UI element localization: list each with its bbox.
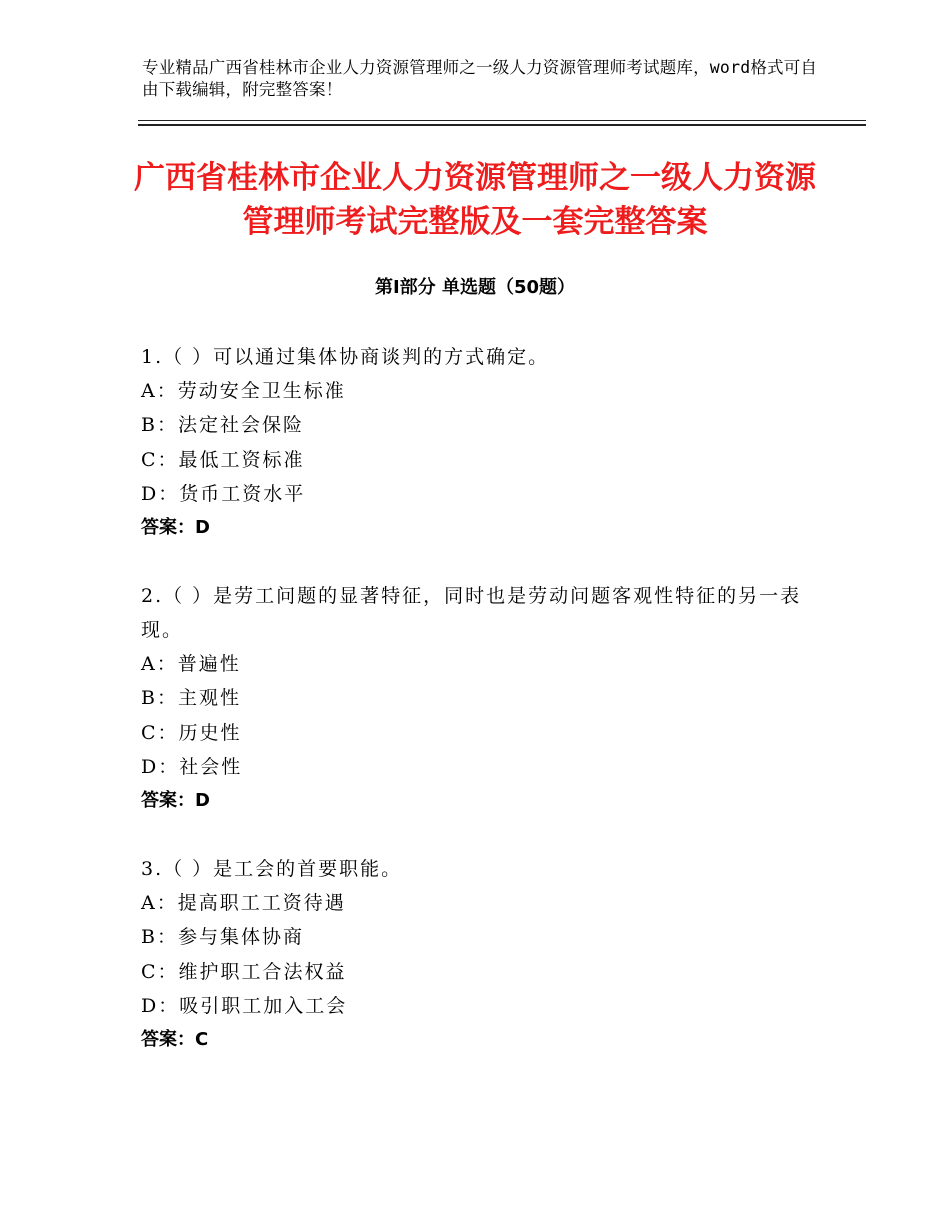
option-b: B：法定社会保险 (141, 414, 304, 437)
option-c: C：维护职工合法权益 (141, 960, 347, 983)
question-stem: 1.（ ）可以通过集体协商谈判的方式确定。 (141, 346, 550, 368)
option-b: B：参与集体协商 (141, 926, 304, 949)
question-stem: 3.（ ）是工会的首要职能。 (141, 858, 403, 880)
question-3 (141, 852, 821, 1057)
header-rule-thick (138, 124, 866, 126)
answer: 答案：D (141, 790, 210, 812)
option-a: A：劳动安全卫生标准 (141, 380, 346, 402)
document-title: 广西省桂林市企业人力资源管理师之一级人力资源管理师考试完整版及一套完整答案 (134, 160, 816, 240)
option-b: B：主观性 (141, 687, 241, 710)
option-d: D：吸引职工加入工会 (141, 994, 348, 1017)
header-note: 专业精品广西省桂林市企业人力资源管理师之一级人力资源管理师考试题库，word格式可自由下载编辑，附完整答案！ (142, 58, 818, 99)
answer: 答案：C (141, 1029, 209, 1051)
option-a: A：提高职工工资待遇 (141, 892, 346, 914)
option-a: A：普遍性 (141, 653, 241, 675)
question-stem: 2.（ ）是劳工问题的显著特征，同时也是劳动问题客观性特征的另一表现。 (141, 585, 802, 641)
option-c: C：最低工资标准 (141, 448, 305, 471)
option-c: C：历史性 (141, 721, 242, 744)
option-d: D：货币工资水平 (141, 482, 306, 505)
option-d: D：社会性 (141, 755, 243, 778)
question-1 (141, 340, 821, 545)
section-title: 第Ⅰ部分 单选题（50题） (374, 277, 575, 298)
question-2 (141, 579, 821, 818)
header-rule-thin (138, 120, 866, 121)
answer: 答案：D (141, 517, 210, 539)
